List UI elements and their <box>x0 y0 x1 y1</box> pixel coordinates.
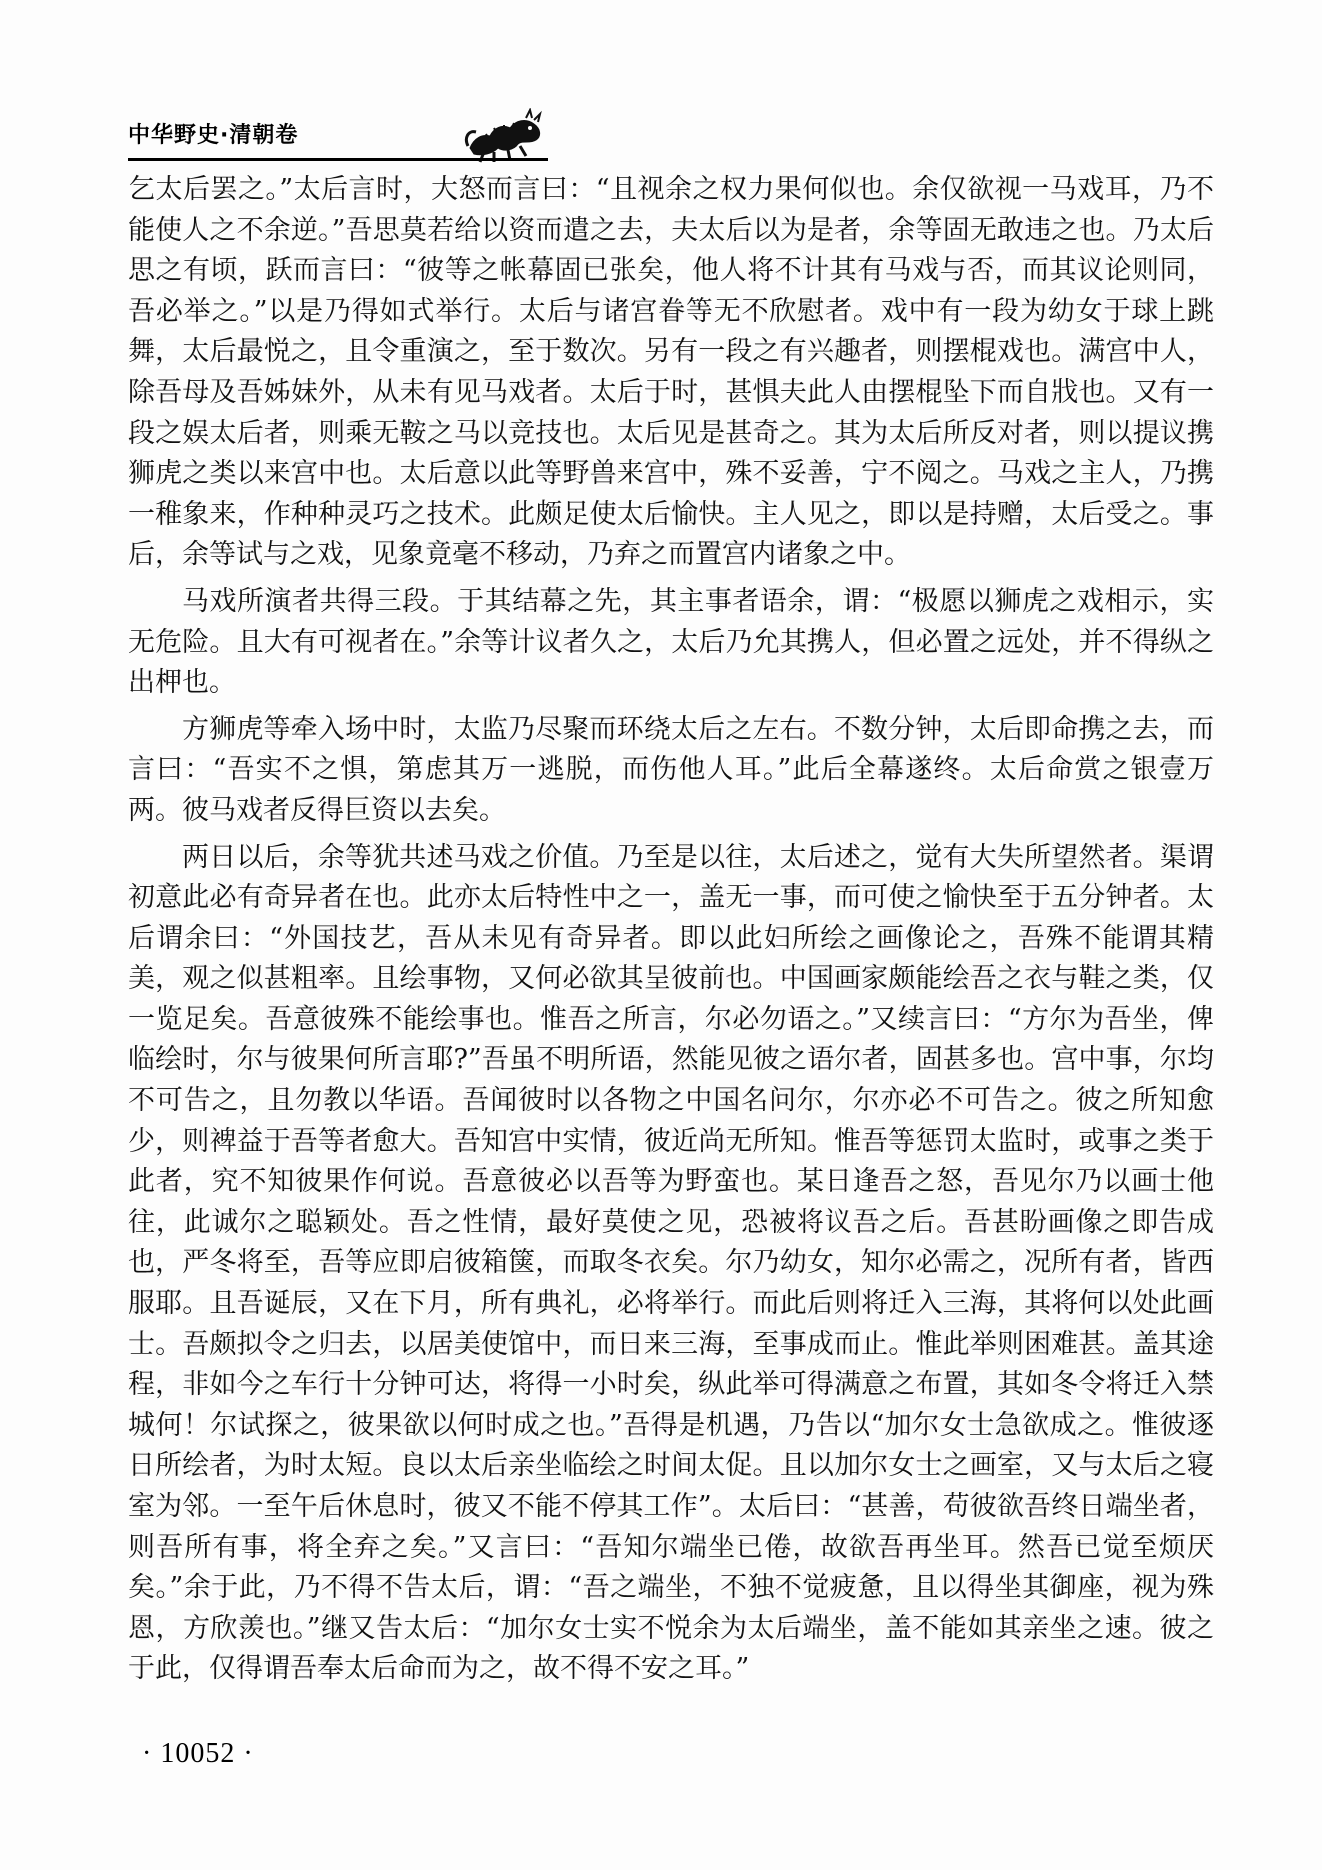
paragraph: 马戏所演者共得三段。于其结幕之先，其主事者语余，谓：“极愿以狮虎之戏相示，实无危险。且大有可视者在。”余等计议者久之，太后乃允其携人，但必置之远处，并不得纵之出柙也。 <box>128 585 1214 699</box>
page-number: · 10052 · <box>142 1738 254 1769</box>
dragon-emblem-icon <box>464 108 546 164</box>
paragraph: 乞太后罢之。”太后言时，大怒而言曰：“且视余之权力果何似也。余仅欲视一马戏耳，乃不能使人之不余逆。”吾思莫若给以资而遣之去，夫太后以为是者，余等固无敢违之也。乃太后思之有顷，跃而言曰：“彼等之帐幕固已张矣，他人将不计其有马戏与否，而其议论则同，吾必举之。”以是乃得如式举行。太后与诸宫眷等无不欣慰者。戏中有一段为幼女于球上跳舞，太后最悦之，且令重演之，至于数次。另有一段之有兴趣者，则摆棍戏也。满宫中人，除吾母及吾姊妹外，从未有见马戏者。太后于时，甚惧夫此人由摆棍坠下而自戕也。又有一段之娱太后者，则乘无鞍之马以竞技也。太后见是甚奇之。其为太后所反对者，则以提议携狮虎之类以来宫中也。太后意以此等野兽来宫中，殊不妥善，宁不阅之。马戏之主人，乃携一稚象来，作种种灵巧之技术。此颇足使太后愉快。主人见之，即以是持赠，太后受之。事后，余等试与之戏，见象竟毫不移动，乃弃之而置宫内诸象之中。 <box>128 174 1214 571</box>
paragraph: 两日以后，余等犹共述马戏之价值。乃至是以往，太后述之，觉有大失所望然者。渠谓初意此必有奇异者在也。此亦太后特性中之一，盖无一事，而可使之愉快至于五分钟者。太后谓余曰：“外国技艺，吾从未见有奇异者。即以此妇所绘之画像论之，吾殊不能谓其精美，观之似甚粗率。且绘事物，又何必欲其呈彼前也。中国画家颇能绘吾之衣与鞋之类，仅一览足矣。吾意彼殊不能绘事也。惟吾之所言，尔必勿语之。”又续言曰：“方尔为吾坐，俾临绘时，尔与彼果何所言耶?”吾虽不明所语，然能见彼之语尔者，固甚多也。宫中事，尔均不可告之，且勿教以华语。吾闻彼时以各物之中国名问尔，尔亦必不可告之。彼之所知愈少，则裨益于吾等者愈大。吾知宫中实情，彼近尚无所知。惟吾等惩罚太监时，或事之类于此者，究不知彼果作何说。吾意彼必以吾等为野蛮也。某日逢吾之怒，吾见尔乃以画士他往，此诚尔之聪颖处。吾之性情，最好莫使之见，恐被将议吾之后。吾甚盼画像之即告成也，严冬将至，吾等应即启彼箱箧，而取冬衣矣。尔乃幼女，知尔必需之，况所有者，皆西服耶。且吾诞辰，又在下月，所有典礼，必将举行。而此后则将迁入三海，其将何以处此画士。吾颇拟令之归去，以居美使馆中，而日来三海，至事成而止。惟此举则困难甚。盖其途程，非如今之车行十分钟可达，将得一小时矣，纵此举可得满意之布置，其如冬令将迁入禁城何！尔试探之，彼果欲以何时成之也。”吾得是机遇，乃告以“加尔女士急欲成之。惟彼逐日所绘者，为时太短。良以太后亲坐临绘之时间太促。且以加尔女士之画室，又与太后之寝室为邻。一至午后休息时，彼又不能不停其工作”。太后曰：“甚善，苟彼欲吾终日端坐者，则吾所有事，将全弃之矣。”又言曰：“吾知尔端坐已倦，故欲吾再坐耳。然吾已觉至烦厌矣。”余于此，乃不得不告太后，谓：“吾之端坐，不独不觉疲惫，且以得坐其御座，视为殊恩，方欣羡也。”继又告太后：“加尔女士实不悦余为太后端坐，盖不能如其亲坐之速。彼之于此，仅得谓吾奉太后命而为之，故不得不安之耳。” <box>128 841 1214 1685</box>
running-header <box>128 108 548 154</box>
header-divider <box>128 158 548 161</box>
paragraph: 方狮虎等牵入场中时，太监乃尽聚而环绕太后之左右。不数分钟，太后即命携之去，而言曰：“吾实不之惧，第虑其万一逃脱，而伤他人耳。”此后全幕遂终。太后命赏之银壹万两。彼马戏者反得巨资以去矣。 <box>128 713 1214 826</box>
book-title: 中华野史·清朝卷 <box>128 123 299 148</box>
main-text <box>128 170 1214 1690</box>
